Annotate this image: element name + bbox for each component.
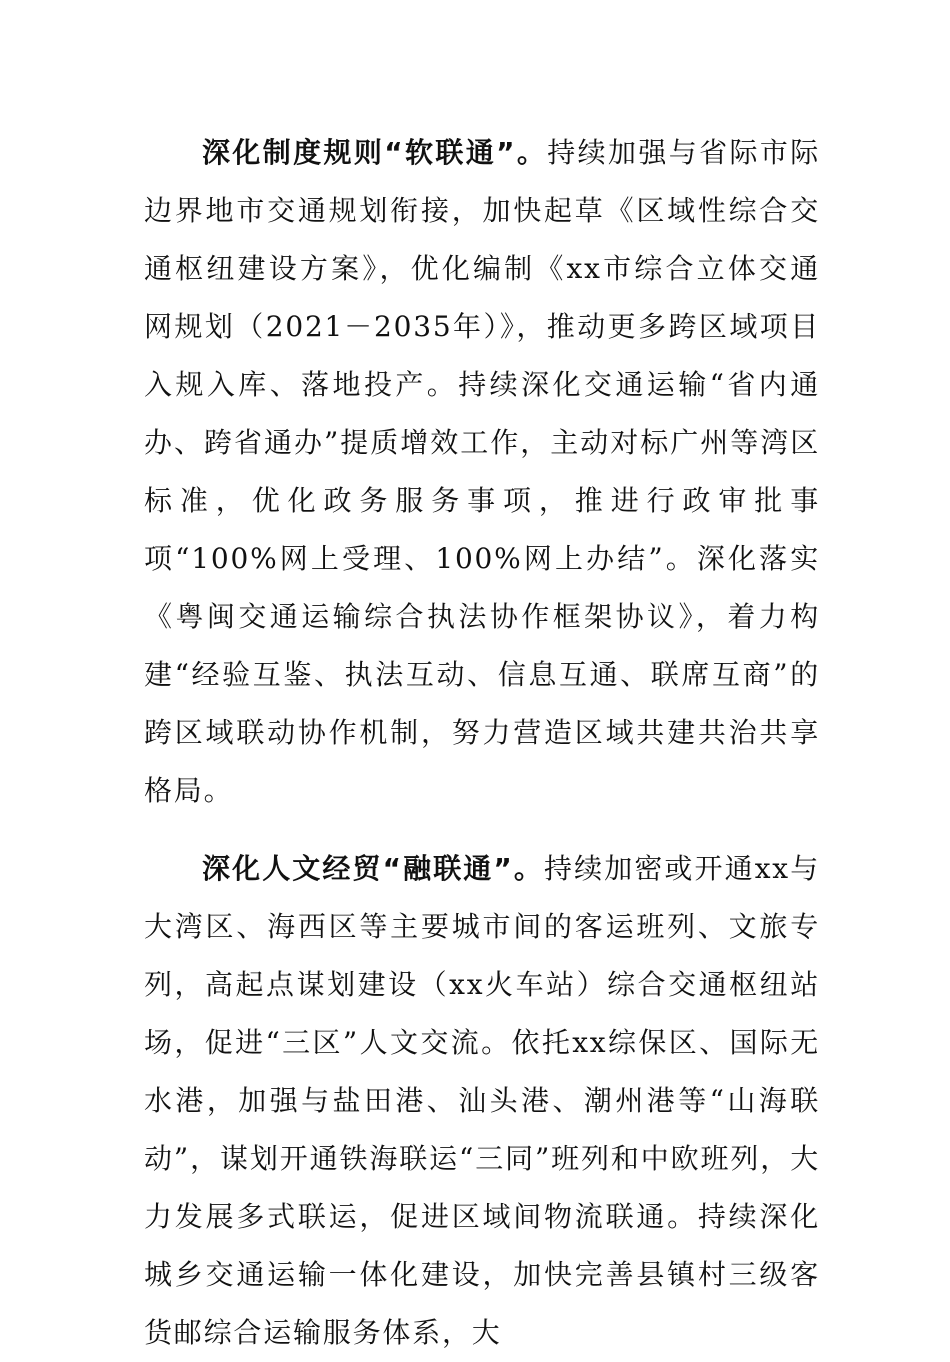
- paragraph-institutional-rules: [144, 124, 820, 820]
- paragraph-text: 持续加强与省际市际边界地市交通规划衔接，加快起草《区域性综合交通枢纽建设方案》，优化编制《xx市综合立体交通网规划（2021－2035年）》，推动更多跨区域项目入规入库、落地投产。持续深化交通运输“省内通办、跨省通办”提质增效工作，主动对标广州等湾区标准，优化政务服务事项，推进行政审批事项“100%网上受理、100%网上办结”。深化落实《粤闽交通运输综合执法协作框架协议》，着力构建“经验互鉴、执法互动、信息互通、联席互商”的跨区域联动协作机制，努力营造区域共建共治共享格局。: [144, 136, 821, 807]
- paragraph-text: 持续加密或开通xx与大湾区、海西区等主要城市间的客运班列、文旅专列，高起点谋划建设（xx火车站）综合交通枢纽站场，促进“三区”人文交流。依托xx综保区、国际无水港，加强与盐田港、汕头港、潮州港等“山海联动”，谋划开通铁海联运“三同”班列和中欧班列，大力发展多式联运，促进区域间物流联通。持续深化城乡交通运输一体化建设，加快完善县镇村三级客货邮综合运输服务体系，大: [144, 852, 820, 1349]
- paragraph-heading: 深化制度规则“软联通”。: [202, 136, 548, 169]
- document-body: [144, 124, 820, 1362]
- paragraph-heading: 深化人文经贸“融联通”。: [202, 852, 545, 885]
- paragraph-cultural-trade: [144, 840, 820, 1362]
